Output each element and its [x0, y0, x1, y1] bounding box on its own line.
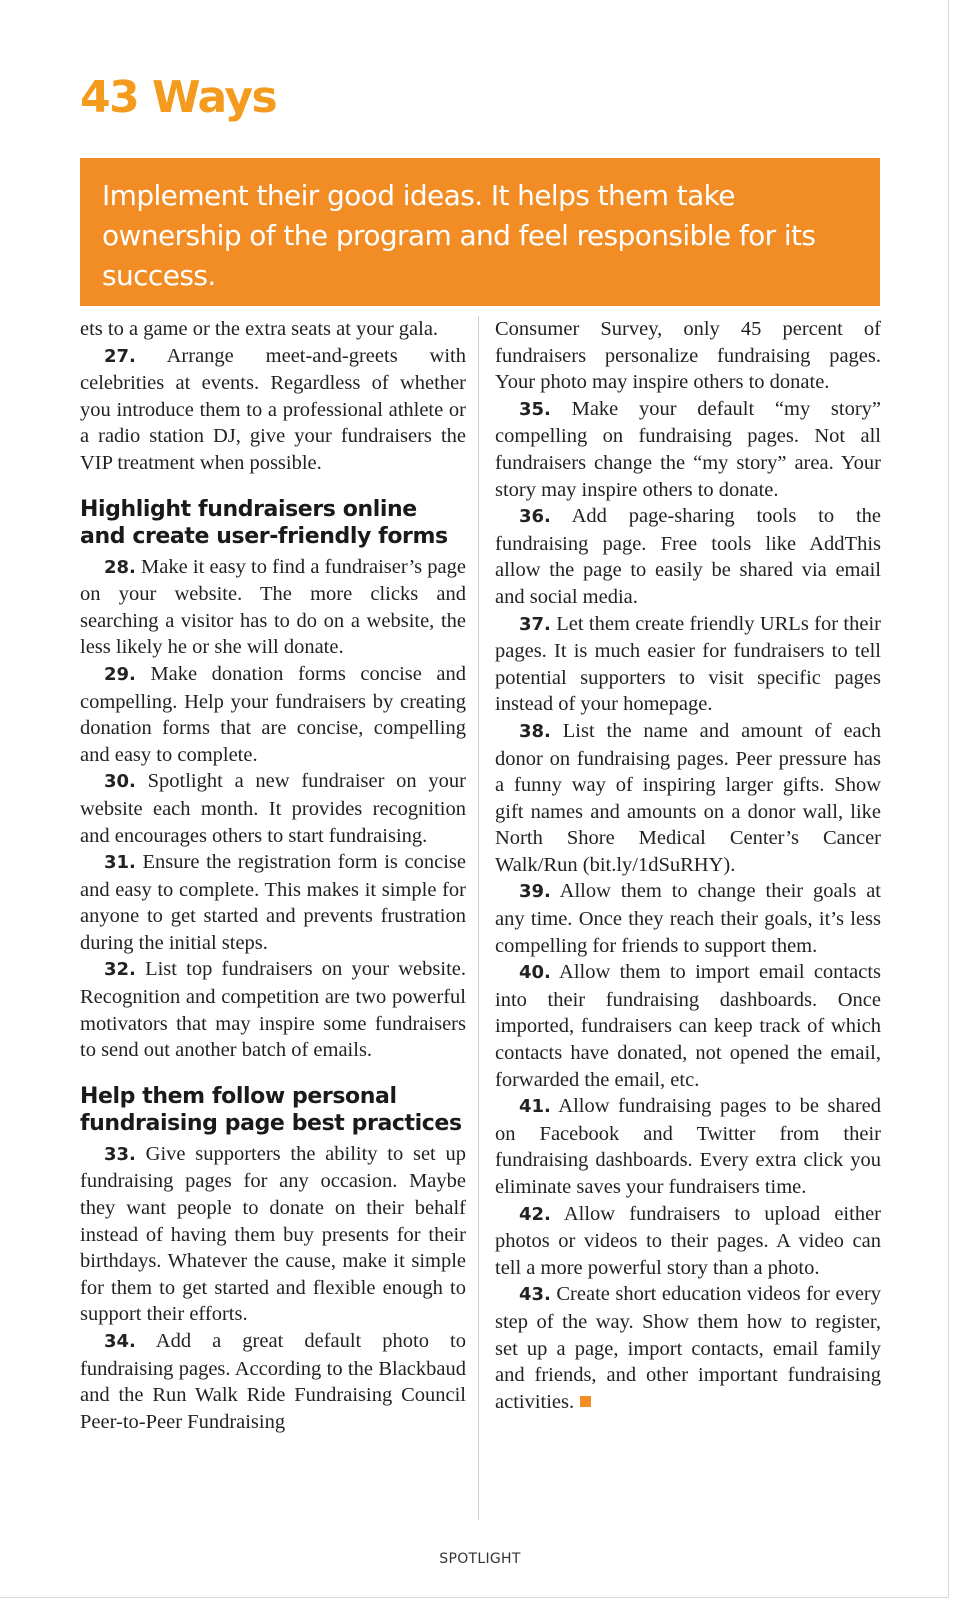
tip-text: Add page-sharing tools to the fundraising page. Free tools like AddThis allow the page to easily be shared via email and social media. — [495, 505, 881, 608]
tip-text: Add a great default photo to fundraising pages. According to the Blackbaud and the Run Walk Ride Fundraising Council Peer-to-Peer Fundraising — [80, 1330, 466, 1433]
tip-text: Create short education videos for every step of the way. Show them how to register, set up a page, import contacts, email family and friends, and other important fundraising activities. — [495, 1283, 881, 1413]
tip-number: 33. — [104, 1143, 136, 1165]
tip-43 — [495, 1281, 881, 1415]
tip-text: Arrange meet-and-greets with celebrities at events. Regardless of whether you introduce them to a professional athlete or a radio station DJ, give your fundraisers the VIP treatment when possible. — [80, 344, 466, 474]
tip-34 — [80, 1328, 466, 1435]
tip-text: Spotlight a new fundraiser on your website each month. It provides recognition and encourages others to start fundraising. — [80, 770, 466, 847]
tip-42 — [495, 1201, 881, 1282]
section-heading-online: Highlight fundraisers online and create user-friendly forms — [80, 496, 448, 549]
tip-29 — [80, 661, 466, 768]
tip-number: 37. — [519, 613, 551, 635]
tip-text: Let them create friendly URLs for their pages. It is much easier for fundraisers to tell potential supporters to visit specific pages instead of your homepage. — [495, 612, 881, 716]
tip-text: Allow them to change their goals at any time. Once they reach their goals, it’s less compelling for friends to support them. — [495, 880, 881, 957]
continued-paragraph: Consumer Survey, only 45 percent of fundraisers personalize fundraising pages. Your photo may inspire others to donate. — [495, 318, 881, 394]
tip-36 — [495, 503, 881, 610]
tip-number: 42. — [519, 1203, 551, 1225]
end-mark-icon — [580, 1396, 591, 1407]
tip-number: 40. — [519, 962, 551, 984]
tip-text: Make it easy to find a fundraiser’s page on your website. The more clicks and searching a visitor has to do on a website, the less likely he or she will donate. — [80, 555, 466, 659]
tip-number: 27. — [104, 345, 136, 367]
tip-number: 36. — [519, 506, 551, 528]
tip-37 — [495, 611, 881, 718]
right-column — [495, 316, 881, 1415]
pull-quote: Implement their good ideas. It helps them take ownership of the program and feel responsible for its success. — [80, 158, 880, 306]
column-divider — [478, 316, 479, 1520]
tip-35 — [495, 396, 881, 503]
tip-27 — [80, 343, 466, 477]
tip-text: Allow fundraisers to upload either photos or videos to their pages. A video can tell a more powerful story than a photo. — [495, 1202, 881, 1279]
tip-33 — [80, 1141, 466, 1328]
tip-number: 35. — [519, 398, 551, 420]
page-title: 43 Ways — [80, 72, 277, 123]
tip-40 — [495, 959, 881, 1093]
section-heading-best-practices: Help them follow personal fundraising page best practices — [80, 1083, 462, 1136]
tip-number: 39. — [519, 881, 551, 903]
tip-number: 30. — [104, 771, 136, 793]
tip-number: 38. — [519, 720, 551, 742]
tip-38 — [495, 718, 881, 879]
tip-number: 31. — [104, 852, 136, 874]
tip-number: 41. — [519, 1096, 551, 1118]
tip-text: Allow fundraising pages to be shared on Facebook and Twitter from their fundraising dashboards. Every extra click you eliminate saves your fundraisers time. — [495, 1095, 881, 1198]
tip-32 — [80, 956, 466, 1063]
tip-number: 28. — [104, 556, 136, 578]
tip-number: 29. — [104, 663, 136, 685]
tip-31 — [80, 849, 466, 956]
continued-paragraph: ets to a game or the extra seats at your gala. — [80, 318, 439, 340]
tip-text: Give supporters the ability to set up fundraising pages for any occasion. Maybe they want people to donate on their behalf instead of having them buy presents for their birthdays. Whatever the cause, make it simple for them to get started and flexible enough to support their efforts. — [80, 1142, 466, 1326]
tip-text: Ensure the registration form is concise and easy to complete. This makes it simple for anyone to get started and prevents frustration during the initial steps. — [80, 851, 466, 954]
tip-number: 32. — [104, 959, 136, 981]
tip-text: Make donation forms concise and compelling. Help your fundraisers by creating donation forms that are concise, compelling and easy to complete. — [80, 662, 466, 766]
tip-28 — [80, 554, 466, 661]
tip-text: Allow them to import email contacts into their fundraising dashboards. Once imported, fundraisers can keep track of which contacts have donated, not opened the email, forwarded the email, etc. — [495, 961, 881, 1091]
tip-text: List the name and amount of each donor on fundraising pages. Peer pressure has a funny way of inspiring larger gifts. Show gift names and amounts on a donor wall, like North Shore Medical Center’s Cancer Walk/Run (bit.ly/1dSuRHY). — [495, 719, 881, 876]
tip-number: 43. — [519, 1284, 551, 1306]
tip-30 — [80, 768, 466, 849]
tip-text: List top fundraisers on your website. Recognition and competition are two powerful motivators that may inspire some fundraisers to send out another batch of emails. — [80, 958, 466, 1062]
footer-section-label: SPOTLIGHT — [439, 1551, 521, 1567]
tip-41 — [495, 1093, 881, 1200]
tip-text: Make your default “my story” compelling on fundraising pages. Not all fundraisers change the “my story” area. Your story may inspire others to donate. — [495, 397, 881, 501]
tip-39 — [495, 878, 881, 959]
left-column — [80, 316, 466, 1435]
tip-number: 34. — [104, 1331, 136, 1352]
